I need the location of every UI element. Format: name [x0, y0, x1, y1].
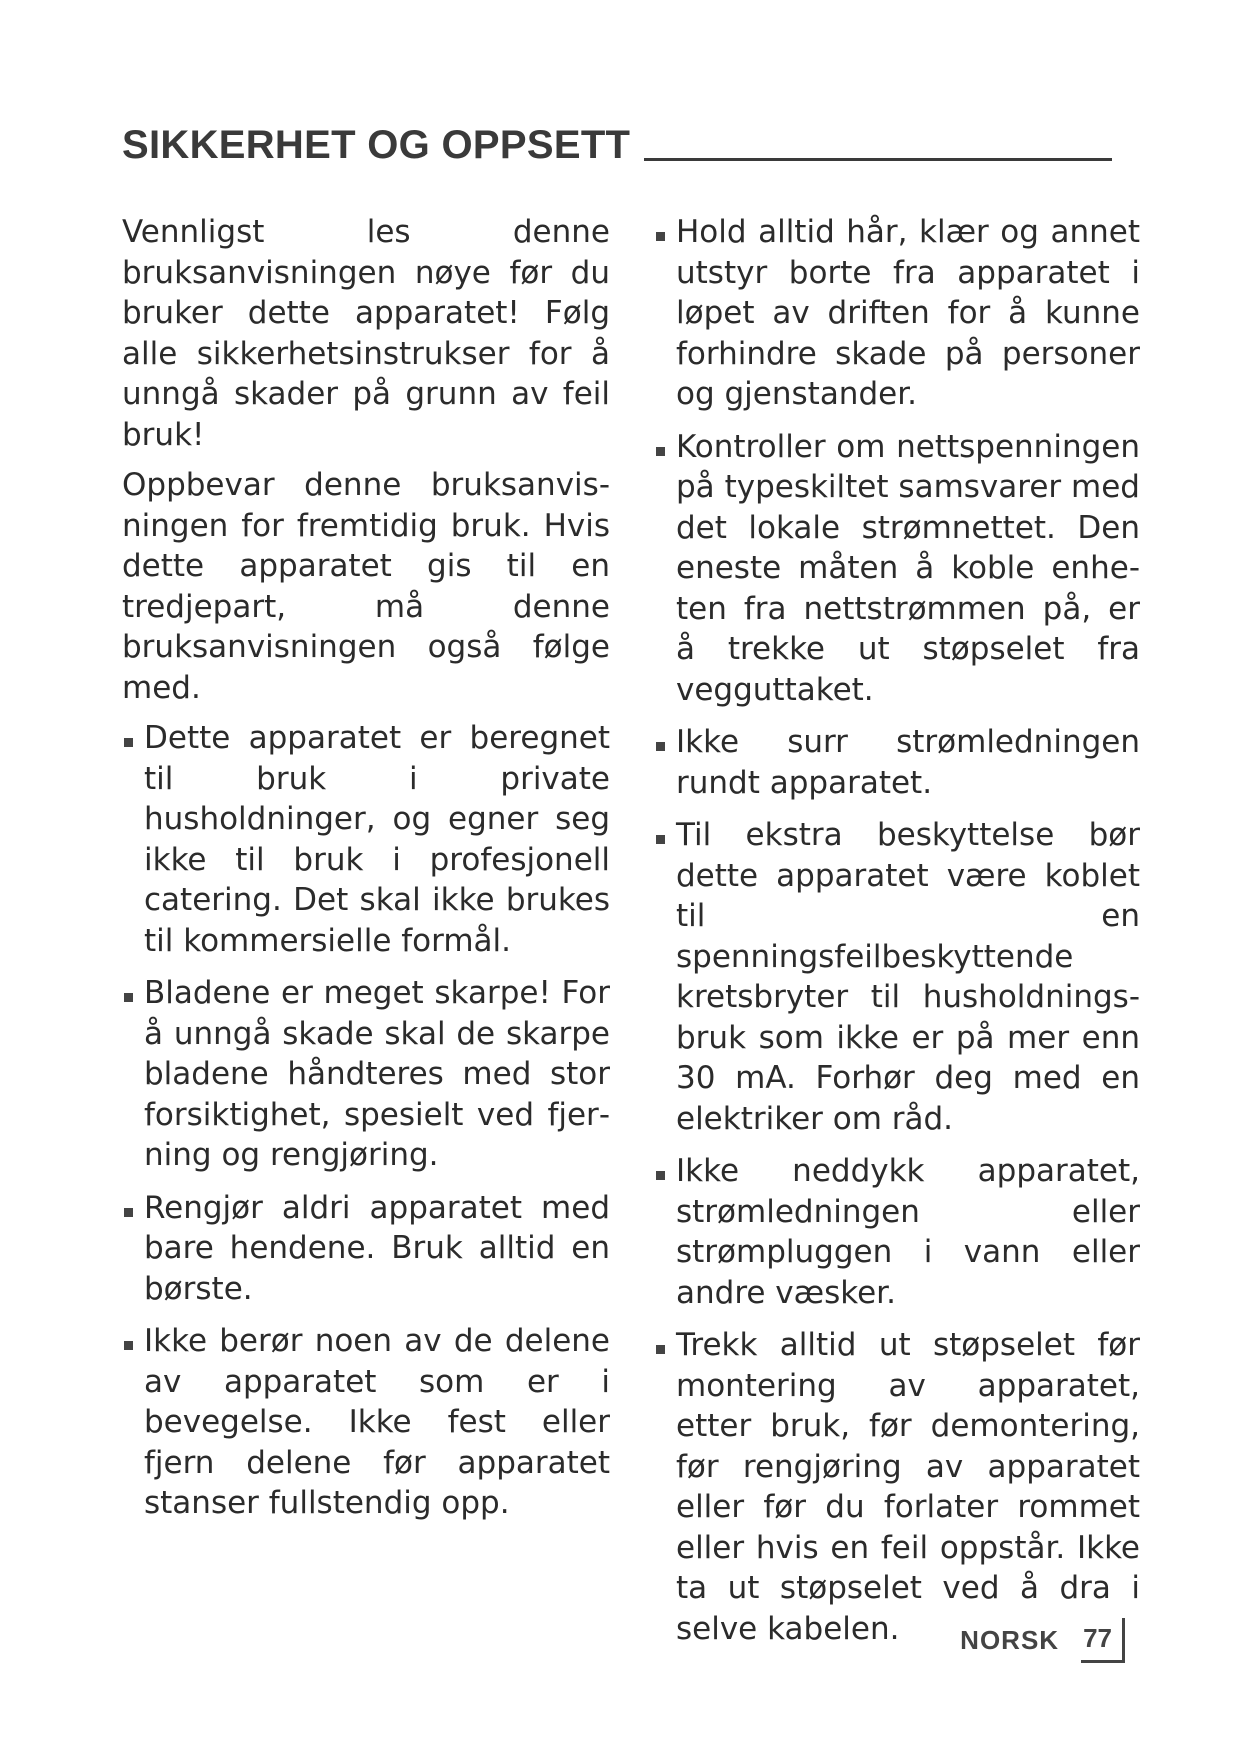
bullet-text: Ikke surr strømledningen rundt apparatet. — [676, 724, 1140, 801]
safety-bullet — [122, 1321, 610, 1524]
safety-bullet — [654, 722, 1140, 803]
bullet-square-icon — [656, 1171, 665, 1180]
bullet-square-icon — [656, 1345, 665, 1354]
bullet-square-icon — [656, 232, 665, 241]
bullet-text: Rengjør aldri apparatet med bare hendene. Bruk alltid en børste. — [144, 1189, 610, 1307]
bullet-square-icon — [124, 738, 133, 747]
page-title: SIKKERHET OG OPPSETT — [122, 123, 631, 167]
safety-bullet — [654, 212, 1140, 415]
safety-bullet — [654, 1151, 1140, 1313]
bullet-square-icon — [656, 447, 665, 456]
bullet-square-icon — [124, 993, 133, 1002]
bullet-text: Kontroller om nettspenningen på typeskiltet samsvarer med det lokale strømnettet. Den eneste måten å koble enheten fra nettstrømmen på, er å trekke ut støpselet fra vegguttaket. — [676, 428, 1140, 708]
bullet-square-icon — [656, 835, 665, 844]
safety-bullet — [122, 718, 610, 961]
language-label: NORSK — [960, 1624, 1060, 1655]
page-footer — [960, 1616, 1125, 1664]
bullet-text: Ikke neddykk apparatet, strømledningen eller strømpluggen i vann eller andre væsker. — [676, 1153, 1140, 1311]
safety-bullet — [122, 1188, 610, 1310]
bullet-square-icon — [124, 1341, 133, 1350]
bullet-square-icon — [656, 742, 665, 751]
storage-paragraph: Oppbevar denne bruksanvisningen for fremtidig bruk. Hvis dette apparatet gis til en tredjepart, må denne bruksanvisningen også følge med. — [122, 467, 610, 706]
safety-bullet — [122, 973, 610, 1176]
bullet-text: Hold alltid hår, klær og annet utstyr borte fra apparatet i løpet av driften for å kunne forhindre skade på personer og gjenstander. — [676, 214, 1140, 412]
bullet-text: Trekk alltid ut støpselet før montering av apparatet, etter bruk, før demontering, før rengjøring av apparatet eller før du forlater rommet eller hvis en feil oppstår. Ikke ta ut støpselet ved å dra i selve kabelen. — [676, 1327, 1140, 1647]
bullet-text: Ikke berør noen av de delene av apparatet som er i bevegelse. Ikke fest eller fjern delene før apparatet stanser fullstendig opp. — [144, 1323, 610, 1521]
left-column — [122, 212, 610, 1536]
bullet-text: Bladene er meget skarpe! For å unngå skade skal de skarpe bladene håndteres med stor forsiktighet, spesielt ved fjerning og rengjøring. — [144, 975, 610, 1173]
bullet-text: Dette apparatet er beregnet til bruk i private husholdninger, og egner seg ikke til bruk i profesjonell catering. Det skal ikke brukes til kommersielle formål. — [144, 720, 610, 959]
intro-paragraph: Vennligst les denne bruksanvisningen nøye før du bruker dette apparatet! Følg alle sikkerhetsinstrukser for å unngå skader på grunn av feil bruk! — [122, 214, 610, 453]
title-underline — [644, 158, 1112, 161]
safety-bullet — [654, 427, 1140, 711]
page-header — [122, 112, 1112, 168]
page-number: 77 — [1081, 1618, 1125, 1663]
safety-bullet — [654, 1325, 1140, 1649]
right-column — [654, 212, 1140, 1661]
safety-bullet — [654, 815, 1140, 1139]
bullet-text: Til ekstra beskyttelse bør dette apparatet være koblet til en spenningsfeilbeskyttende kretsbryter til husholdningsbruk som ikke er på mer enn 30 mA. Forhør deg med en elektriker om råd. — [676, 817, 1140, 1137]
bullet-square-icon — [124, 1208, 133, 1217]
